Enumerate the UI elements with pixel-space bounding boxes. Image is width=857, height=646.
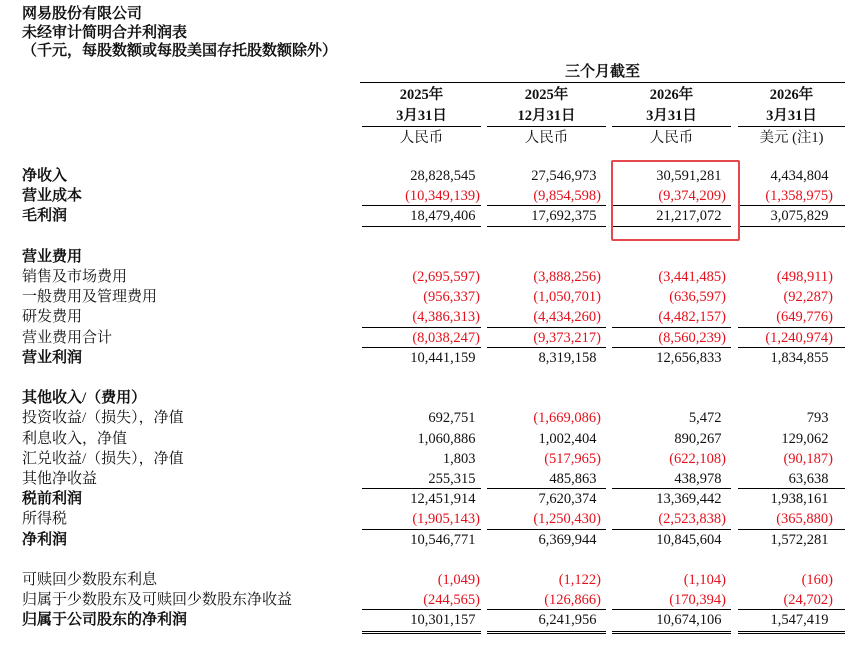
value-q4-2025-rmb: (9,373,217) xyxy=(487,328,606,348)
value-q1-2026-usd: 1,547,419 xyxy=(738,610,845,630)
value-q1-2025-rmb: 1,803 xyxy=(442,450,476,467)
value-q1-2026-usd: 63,638 xyxy=(738,469,845,489)
row-label: 利息收入，净值 xyxy=(22,430,128,447)
value-q4-2025-rmb: (517,965) xyxy=(544,450,601,467)
value-q4-2025-rmb: (4,434,260) xyxy=(487,307,606,327)
value-q1-2026-usd: (1,240,974) xyxy=(738,328,845,348)
value-q4-2025-rmb: (1,122) xyxy=(558,572,601,588)
value-q1-2026-rmb: (2,523,838) xyxy=(612,509,731,529)
value-q1-2026-rmb: (622,108) xyxy=(669,450,726,467)
row-general-admin xyxy=(0,287,857,307)
row-label: 所得税 xyxy=(22,511,68,528)
value-q1-2026-usd: (365,880) xyxy=(738,509,845,529)
value-q1-2026-rmb: (170,394) xyxy=(612,590,731,610)
value-q1-2025-rmb: (1,905,143) xyxy=(362,509,481,529)
company-name: 网易股份有限公司 xyxy=(22,6,143,22)
row-total-operating-expenses xyxy=(0,328,857,348)
value-q4-2025-rmb: 1,002,404 xyxy=(538,430,597,447)
row-label: 销售及市场费用 xyxy=(22,269,128,285)
row-label: 归属于公司股东的净利润 xyxy=(22,612,188,629)
year-header: 2026年 xyxy=(769,87,814,103)
value-q1-2026-usd: (92,287) xyxy=(783,289,833,306)
date-header: 3月31日 xyxy=(362,106,481,127)
value-q1-2025-rmb: 12,451,914 xyxy=(410,491,476,508)
value-q4-2025-rmb: 485,863 xyxy=(487,469,606,489)
row-interest-income xyxy=(0,429,857,449)
value-q1-2026-rmb: (636,597) xyxy=(669,289,726,306)
value-q1-2026-usd: (24,702) xyxy=(738,590,845,610)
value-q4-2025-rmb: 17,692,375 xyxy=(487,206,606,226)
row-label: 汇兑收益/（损失），净值 xyxy=(22,450,184,467)
currency-header: 人民币 xyxy=(399,130,444,146)
value-q1-2025-rmb: (2,695,597) xyxy=(412,269,480,285)
value-q1-2026-usd: 1,572,281 xyxy=(770,531,829,548)
value-q1-2026-rmb: (3,441,485) xyxy=(658,269,726,285)
value-q1-2025-rmb: (956,337) xyxy=(423,289,480,306)
row-cost-of-revenues xyxy=(0,186,857,206)
value-q1-2026-usd: (649,776) xyxy=(738,307,845,327)
value-q1-2026-rmb: (9,374,209) xyxy=(612,186,731,206)
value-q4-2025-rmb: (3,888,256) xyxy=(533,269,601,285)
row-operating-profit xyxy=(0,348,857,368)
row-selling-marketing xyxy=(0,267,857,287)
row-net-revenues xyxy=(0,166,857,186)
value-q4-2025-rmb: (1,050,701) xyxy=(533,289,601,306)
value-q1-2025-rmb: 10,546,771 xyxy=(410,531,476,548)
value-q1-2025-rmb: (4,386,313) xyxy=(362,307,481,327)
value-q4-2025-rmb: (9,854,598) xyxy=(487,186,606,206)
row-label: 营业成本 xyxy=(22,188,83,205)
value-q1-2025-rmb: 28,828,545 xyxy=(410,168,476,184)
value-q1-2026-usd: (160) xyxy=(801,572,833,588)
value-q4-2025-rmb: (126,866) xyxy=(487,590,606,610)
value-q1-2026-usd: (1,358,975) xyxy=(738,186,845,206)
value-q1-2025-rmb: 10,301,157 xyxy=(362,610,481,630)
value-q1-2026-rmb: 5,472 xyxy=(688,410,722,427)
row-label: 营业费用合计 xyxy=(22,329,113,346)
row-label: 营业利润 xyxy=(22,349,83,366)
row-net-income-attributable xyxy=(0,610,857,630)
unit-note: （千元，每股数额或每股美国存托股数额除外） xyxy=(22,43,338,59)
year-header: 2025年 xyxy=(399,87,444,103)
value-q1-2025-rmb: (244,565) xyxy=(362,590,481,610)
row-label: 一般费用及管理费用 xyxy=(22,289,158,306)
row-income-before-tax xyxy=(0,489,857,509)
currency-header: 人民币 xyxy=(524,130,569,146)
value-q4-2025-rmb: (1,250,430) xyxy=(487,509,606,529)
value-q1-2025-rmb: (1,049) xyxy=(437,572,480,588)
value-q1-2026-usd: 129,062 xyxy=(781,430,829,447)
currency-header: 人民币 xyxy=(649,130,694,146)
value-q1-2025-rmb: (8,038,247) xyxy=(362,328,481,348)
value-q4-2025-rmb: 7,620,374 xyxy=(538,491,597,508)
value-q1-2026-rmb: 438,978 xyxy=(612,469,731,489)
value-q1-2026-rmb: 21,217,072 xyxy=(612,206,731,226)
row-nci-net-income xyxy=(0,590,857,610)
title-block xyxy=(22,5,337,61)
value-q1-2026-rmb: 12,656,833 xyxy=(656,349,722,366)
value-q1-2026-usd: 3,075,829 xyxy=(738,206,845,226)
value-q1-2026-rmb: 30,591,281 xyxy=(656,168,722,184)
value-q1-2026-rmb: (1,104) xyxy=(683,572,726,588)
value-q1-2026-rmb: 10,674,106 xyxy=(612,610,731,630)
value-q1-2026-rmb: 13,369,442 xyxy=(656,491,722,508)
row-income-tax xyxy=(0,509,857,529)
value-q1-2025-rmb: 255,315 xyxy=(362,469,481,489)
row-net-income xyxy=(0,530,857,550)
year-header: 2026年 xyxy=(649,87,694,103)
value-q4-2025-rmb: 6,369,944 xyxy=(538,531,597,548)
row-label: 可赎回少数股东利息 xyxy=(22,572,158,588)
date-header: 3月31日 xyxy=(738,106,845,127)
value-q1-2026-usd: 1,834,855 xyxy=(770,349,829,366)
row-other-income-net xyxy=(0,469,857,489)
value-q1-2025-rmb: 692,751 xyxy=(428,410,476,427)
section-label: 营业费用 xyxy=(22,248,83,265)
value-q1-2025-rmb: 1,060,886 xyxy=(417,430,476,447)
value-q1-2026-usd: 1,938,161 xyxy=(770,491,829,508)
section-operating-expenses xyxy=(0,247,857,267)
date-header: 3月31日 xyxy=(612,106,731,127)
row-label: 净利润 xyxy=(22,531,68,548)
section-label: 其他收入/（费用） xyxy=(22,390,147,407)
value-q1-2026-usd: 4,434,804 xyxy=(770,168,829,184)
row-label: 归属于少数股东及可赎回少数股东净收益 xyxy=(22,592,293,609)
value-q1-2025-rmb: 18,479,406 xyxy=(362,206,481,226)
value-q1-2025-rmb: 10,441,159 xyxy=(410,349,476,366)
section-other-income xyxy=(0,388,857,408)
value-q4-2025-rmb: 6,241,956 xyxy=(487,610,606,630)
value-q1-2025-rmb: (10,349,139) xyxy=(362,186,481,206)
row-gross-profit xyxy=(0,206,857,226)
value-q1-2026-rmb: (8,560,239) xyxy=(612,328,731,348)
period-header: 三个月截至 xyxy=(360,62,845,83)
row-label: 投资收益/（损失），净值 xyxy=(22,410,184,427)
year-header: 2025年 xyxy=(524,87,569,103)
row-investment-income xyxy=(0,408,857,428)
value-q4-2025-rmb: 8,319,158 xyxy=(538,349,597,366)
row-redeemable-nci-interest xyxy=(0,570,857,590)
row-label: 净收入 xyxy=(22,168,68,184)
row-label: 研发费用 xyxy=(22,309,83,326)
row-fx-gain-loss xyxy=(0,449,857,469)
statement-title: 未经审计简明合并利润表 xyxy=(22,24,188,41)
value-q1-2026-rmb: 10,845,604 xyxy=(656,531,722,548)
row-research-development xyxy=(0,307,857,327)
row-label: 毛利润 xyxy=(22,208,68,225)
row-label: 税前利润 xyxy=(22,491,83,508)
value-q1-2026-rmb: (4,482,157) xyxy=(612,307,731,327)
value-q1-2026-rmb: 890,267 xyxy=(674,430,722,447)
row-label: 其他净收益 xyxy=(22,471,98,487)
value-q4-2025-rmb: (1,669,086) xyxy=(533,410,601,427)
value-q1-2026-usd: (498,911) xyxy=(776,269,833,285)
date-header: 12月31日 xyxy=(487,106,606,127)
value-q1-2026-usd: 793 xyxy=(806,410,829,427)
currency-header: 美元 (注1) xyxy=(759,130,824,146)
value-q1-2026-usd: (90,187) xyxy=(783,450,833,467)
value-q4-2025-rmb: 27,546,973 xyxy=(531,168,597,184)
